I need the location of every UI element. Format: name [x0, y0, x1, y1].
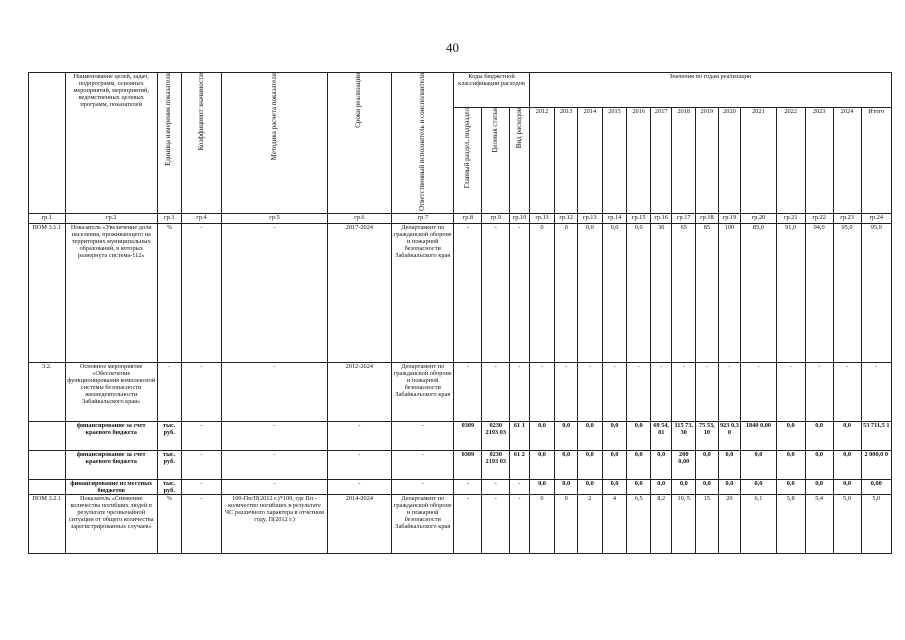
table-row — [29, 363, 892, 422]
program-indicators-table — [28, 72, 892, 554]
cell-value: - — [627, 363, 651, 422]
cell-value: 4 — [602, 495, 627, 554]
cell-method: - — [222, 451, 327, 480]
header-codes: Коды бюджетной классификации расходов — [454, 73, 529, 108]
cell-unit: тыс. руб. — [157, 480, 181, 495]
cell-code: - — [510, 480, 529, 495]
cell-terms: 2017-2024 — [327, 224, 391, 363]
cell-value: 0,0 — [529, 480, 555, 495]
empty-header-cell — [29, 73, 66, 214]
cell-code: 0230 2193 03 — [482, 422, 510, 451]
col-number: гр.16 — [650, 214, 671, 224]
cell-code: - — [510, 495, 529, 554]
year-header: 2012 — [529, 108, 555, 214]
cell-coef: - — [181, 422, 222, 451]
cell-value: 0,0 — [555, 451, 578, 480]
cell-value: 75 53, 10 — [696, 422, 719, 451]
cell-terms: 2014-2024 — [327, 495, 391, 554]
col-number: гр.23 — [833, 214, 861, 224]
cell-total: 5,0 — [861, 495, 891, 554]
header-code-type: Вид расходов — [514, 108, 523, 149]
cell-value: 0,0 — [602, 451, 627, 480]
cell-code: 61 1 — [510, 422, 529, 451]
cell-value: - — [529, 363, 555, 422]
cell-coef: - — [181, 224, 222, 363]
cell-value: 0,0 — [741, 451, 776, 480]
cell-value: 0,0 — [805, 422, 833, 451]
cell-value: - — [805, 363, 833, 422]
col-number: гр.13 — [577, 214, 602, 224]
cell-value: - — [776, 363, 805, 422]
cell-terms: - — [327, 451, 391, 480]
page-number: 40 — [446, 40, 459, 55]
col-number: гр.2 — [65, 214, 157, 224]
col-number: гр.12 — [555, 214, 578, 224]
cell-responsible: - — [392, 422, 454, 451]
row-title: финансирование за счет краевого бюджета — [65, 451, 157, 480]
year-header: 2015 — [602, 108, 627, 214]
cell-value: - — [718, 363, 741, 422]
cell-value: 115 73, 30 — [672, 422, 696, 451]
cell-terms: - — [327, 480, 391, 495]
cell-value: 0,0 — [833, 451, 861, 480]
cell-value: 85,0 — [741, 224, 776, 363]
cell-code: - — [454, 495, 482, 554]
header-terms: Сроки реализации — [354, 73, 363, 128]
cell-coef: - — [181, 480, 222, 495]
header-code-section: Главный раздел, подраздел — [462, 108, 471, 189]
cell-value: 0,0 — [555, 480, 578, 495]
col-number: гр.1 — [29, 214, 66, 224]
cell-code: - — [454, 480, 482, 495]
cell-value: 2 — [577, 495, 602, 554]
cell-code: - — [454, 224, 482, 363]
cell-value: 0,0 — [696, 480, 719, 495]
cell-value: - — [696, 363, 719, 422]
year-header: 2019 — [696, 108, 719, 214]
cell-value: - — [650, 363, 671, 422]
cell-code: 61 2 — [510, 451, 529, 480]
cell-unit: - — [157, 363, 181, 422]
col-number: гр.10 — [510, 214, 529, 224]
cell-terms: 2012-2024 — [327, 363, 391, 422]
cell-value: - — [555, 363, 578, 422]
cell-value: 0 — [555, 224, 578, 363]
cell-total: 0,00 — [861, 480, 891, 495]
col-number: гр.6 — [327, 214, 391, 224]
col-number: гр.15 — [627, 214, 651, 224]
row-title: финансирование за счет краевого бюджета — [65, 422, 157, 451]
cell-value: 30 — [650, 224, 671, 363]
year-header: 2024 — [833, 108, 861, 214]
cell-code: - — [482, 495, 510, 554]
cell-value: 10, 5 — [672, 495, 696, 554]
cell-total: 53 711,5 1 — [861, 422, 891, 451]
cell-value: 1840 0,00 — [741, 422, 776, 451]
row-title: Показатель «Снижение количества погибших людей в результате чрезвычайной ситуации от общего количества зарегистрированных случаев» — [65, 495, 157, 554]
table-row — [29, 480, 892, 495]
cell-total: - — [861, 363, 891, 422]
row-id — [29, 451, 66, 480]
year-header: Итого — [861, 108, 891, 214]
year-header: 2021 — [741, 108, 776, 214]
cell-value: 923 0,3 0 — [718, 422, 741, 451]
cell-code: - — [454, 363, 482, 422]
cell-value: 5,8 — [776, 495, 805, 554]
cell-value: 0,0 — [833, 480, 861, 495]
header-code-article: Целевая статья — [490, 108, 499, 154]
cell-responsible: Департамент по гражданской обороне и пожарной безопасности Забайкальского края — [392, 224, 454, 363]
cell-value: 0,0 — [776, 480, 805, 495]
cell-value: 5,4 — [805, 495, 833, 554]
cell-value: 0,0 — [627, 480, 651, 495]
cell-unit: тыс. руб. — [157, 422, 181, 451]
cell-code: 0309 — [454, 451, 482, 480]
cell-value: 0,0 — [602, 480, 627, 495]
cell-value: 8,2 — [650, 495, 671, 554]
cell-value: 0,0 — [577, 451, 602, 480]
cell-value: 94,0 — [805, 224, 833, 363]
cell-value: - — [741, 363, 776, 422]
cell-value: 0,0 — [741, 480, 776, 495]
cell-code: - — [482, 480, 510, 495]
cell-value: - — [833, 363, 861, 422]
cell-value: 0,0 — [577, 422, 602, 451]
col-number: гр.4 — [181, 214, 222, 224]
cell-value: 0,0 — [776, 422, 805, 451]
cell-code: 0309 — [454, 422, 482, 451]
cell-unit: % — [157, 224, 181, 363]
row-id: ПОМ 3.2.1 — [29, 495, 66, 554]
cell-value: 0,0 — [627, 451, 651, 480]
cell-value: 0,0 — [805, 451, 833, 480]
cell-value: 0,0 — [696, 451, 719, 480]
cell-value: 0,0 — [529, 451, 555, 480]
row-id: ПОМ 3.1.1 — [29, 224, 66, 363]
cell-responsible: - — [392, 451, 454, 480]
cell-responsible: - — [392, 480, 454, 495]
year-header: 2022 — [776, 108, 805, 214]
cell-value: 95,0 — [833, 224, 861, 363]
row-title: финансирование из местных бюджетов — [65, 480, 157, 495]
header-method: Методика расчета показателя — [269, 73, 278, 161]
cell-value: 0,0 — [718, 451, 741, 480]
cell-value: 0,0 — [577, 224, 602, 363]
year-header: 2023 — [805, 108, 833, 214]
cell-value: 0,0 — [627, 422, 651, 451]
cell-value: 0,0 — [602, 422, 627, 451]
cell-method: - — [222, 224, 327, 363]
col-number: гр.17 — [672, 214, 696, 224]
header-responsible: Ответственный исполнитель и соисполнители — [417, 73, 426, 211]
cell-value: 15 — [696, 495, 719, 554]
cell-value: 0,0 — [650, 451, 671, 480]
cell-code: - — [510, 363, 529, 422]
year-header: 2020 — [718, 108, 741, 214]
cell-value: 5,0 — [833, 495, 861, 554]
year-header: 2014 — [577, 108, 602, 214]
year-header: 2016 — [627, 108, 651, 214]
col-number: гр.8 — [454, 214, 482, 224]
col-number: гр.18 — [696, 214, 719, 224]
column-number-row — [29, 214, 892, 224]
table-row — [29, 495, 892, 554]
cell-code: - — [510, 224, 529, 363]
header-unit: Единица измерения показателя — [164, 73, 173, 166]
col-number: гр.9 — [482, 214, 510, 224]
cell-value: 20 — [718, 495, 741, 554]
row-id — [29, 422, 66, 451]
cell-coef: - — [181, 495, 222, 554]
cell-value: 0,0 — [529, 422, 555, 451]
cell-terms: - — [327, 422, 391, 451]
col-number: гр.19 — [718, 214, 741, 224]
year-header: 2017 — [650, 108, 671, 214]
cell-value: 0,0 — [577, 480, 602, 495]
cell-value: 0,0 — [650, 480, 671, 495]
col-number: гр.7 — [392, 214, 454, 224]
cell-coef: - — [181, 451, 222, 480]
col-number: гр.21 — [776, 214, 805, 224]
cell-total: 95,0 — [861, 224, 891, 363]
year-header: 2018 — [672, 108, 696, 214]
year-header: 2013 — [555, 108, 578, 214]
cell-value: 85 — [696, 224, 719, 363]
cell-code: - — [482, 224, 510, 363]
cell-value: 0,0 — [805, 480, 833, 495]
col-number: гр.14 — [602, 214, 627, 224]
cell-total: 2 000,0 0 — [861, 451, 891, 480]
cell-method: 100-Пп/П(2012 г.)*100, где Пп - количество погибших в результате ЧС различного характера в отчетном году, П(2012 г.) — [222, 495, 327, 554]
row-title: Показатель «Увеличение доли населения, проживающего на территориях муниципальных образований, в которых развернута система-112» — [65, 224, 157, 363]
cell-method: - — [222, 363, 327, 422]
cell-responsible: Департамент по гражданской обороне и пожарной безопасности Забайкальского края — [392, 363, 454, 422]
cell-value: 6,5 — [627, 495, 651, 554]
row-title: Основное мероприятие «Обеспечение функционирования комплексной системы безопасности жизнедеятельности Забайкальского края» — [65, 363, 157, 422]
cell-value: 0 — [529, 495, 555, 554]
cell-value: - — [577, 363, 602, 422]
cell-unit: тыс. руб. — [157, 451, 181, 480]
col-number: гр.11 — [529, 214, 555, 224]
cell-value: 0,0 — [555, 422, 578, 451]
cell-code: 0230 2193 03 — [482, 451, 510, 480]
cell-value: 0,0 — [833, 422, 861, 451]
row-id — [29, 480, 66, 495]
table-row — [29, 224, 892, 363]
cell-value: 65 — [672, 224, 696, 363]
col-number: гр.3 — [157, 214, 181, 224]
cell-value: 69 54, 81 — [650, 422, 671, 451]
header-coef: Коэффициент значимости — [196, 73, 205, 151]
cell-value: 0,0 — [776, 451, 805, 480]
cell-value: 0,0 — [602, 224, 627, 363]
col-number: гр.22 — [805, 214, 833, 224]
cell-value: 0,0 — [718, 480, 741, 495]
col-number: гр.24 — [861, 214, 891, 224]
cell-value: 0,0 — [627, 224, 651, 363]
cell-value: 6,1 — [741, 495, 776, 554]
header-name: Наименование целей, задач, подпрограмм, основных мероприятий, мероприятий, ведомственных целевых программ, показателей — [65, 73, 157, 214]
cell-unit: % — [157, 495, 181, 554]
cell-value: 0 — [555, 495, 578, 554]
cell-value: 100 — [718, 224, 741, 363]
cell-coef: - — [181, 363, 222, 422]
cell-value: 91,0 — [776, 224, 805, 363]
row-id: 3.2. — [29, 363, 66, 422]
cell-code: - — [482, 363, 510, 422]
cell-method: - — [222, 422, 327, 451]
col-number: гр.20 — [741, 214, 776, 224]
cell-responsible: Департамент по гражданской обороне и пожарной безопасности Забайкальского края — [392, 495, 454, 554]
col-number: гр.5 — [222, 214, 327, 224]
cell-value: - — [672, 363, 696, 422]
cell-method: - — [222, 480, 327, 495]
cell-value: - — [602, 363, 627, 422]
cell-value: 0,0 — [672, 480, 696, 495]
header-values: Значения по годам реализации — [529, 73, 891, 108]
table-row — [29, 451, 892, 480]
table-row — [29, 422, 892, 451]
cell-value: 200 0,00 — [672, 451, 696, 480]
cell-value: 0 — [529, 224, 555, 363]
